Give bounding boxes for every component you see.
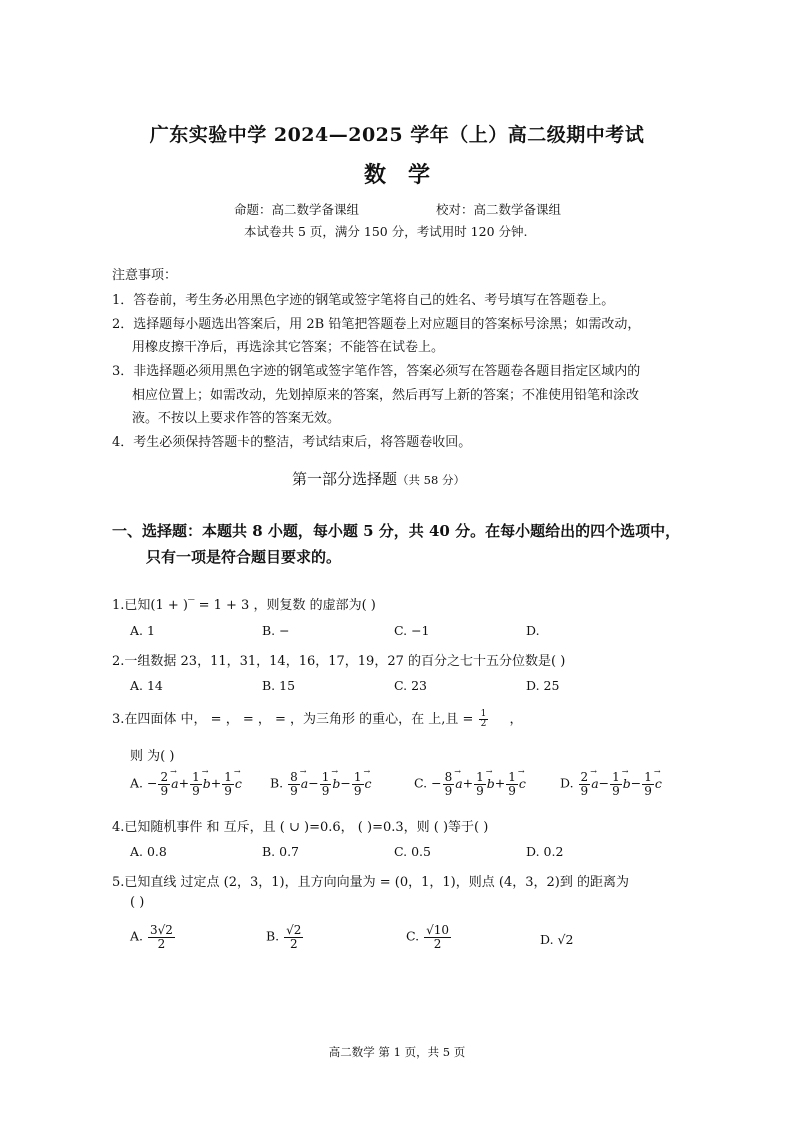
note-line: 3．非选择题必须用黑色字迹的钢笔或签字笔作答，答案必须写在答题卷各题目指定区域内的 [112, 364, 641, 379]
frac-numerator: 1 [480, 708, 487, 719]
q5-option-d [540, 932, 573, 947]
fraction [320, 771, 332, 797]
q2-option-a: A. 14 [130, 678, 163, 693]
frac-denominator: 9 [192, 783, 200, 798]
question-2: 2.一组数据 23，11，31，14，16，17，19，27 的百分之七十五分位数是( ) [112, 654, 566, 669]
vector-c: → c [655, 776, 662, 791]
sign: + [494, 775, 506, 791]
checker-line: 校对：高二数学备课组 [436, 202, 562, 217]
fraction [579, 771, 591, 797]
frac-denominator: 2 [289, 936, 298, 951]
option-label: D. [540, 932, 554, 947]
sign: − [308, 775, 319, 791]
option-label: C. [406, 928, 420, 944]
fraction [424, 924, 451, 950]
fraction [284, 924, 303, 950]
frac-denominator: 9 [353, 783, 362, 798]
frac-numerator: 1 [224, 770, 232, 784]
q3-option-d [560, 771, 662, 797]
note-line: 1．答卷前，考生务必用黑色字迹的钢笔或签字笔将自己的姓名、考号填写在答题卷上。 [112, 293, 615, 308]
exam-title: 广东实验中学 2024—2025 学年（上）高二级期中考试 [149, 124, 645, 146]
q1-option-c: C. −1 [394, 623, 430, 638]
sign: − [630, 775, 642, 791]
question-4: 4.已知随机事件 和 互斥，且 ( ∪ )=0.6， ( )=0.3，则 ( )等于( ) [112, 820, 489, 835]
vector-c: → c [519, 776, 526, 791]
frac-numerator: 8 [290, 770, 298, 784]
vector-c: → c [365, 776, 372, 791]
frac-numerator: √10 [426, 923, 449, 937]
section-instruction: 只有一项是符合题目要求的。 [146, 548, 342, 566]
frac-denominator: 9 [290, 783, 298, 798]
frac-numerator: 1 [612, 770, 620, 784]
q2-option-c: C. 23 [394, 678, 427, 693]
q2-option-b: B. 15 [262, 678, 296, 693]
section-instruction: 一、选择题：本题共 8 小题，每小题 5 分，共 40 分。在每小题给出的四个选项中， [112, 522, 681, 540]
option-value: √2 [557, 932, 574, 947]
q5-line2: ( ) [130, 895, 145, 910]
vector-c: → c [235, 776, 242, 791]
q5-option-a [130, 924, 176, 950]
fraction [158, 771, 170, 797]
frac-denominator: 9 [612, 783, 620, 798]
sign: + [462, 775, 474, 791]
sign: − [340, 775, 351, 791]
frac-numerator: 1 [321, 770, 330, 784]
question-1: 1.已知(1 + )‾ = 1 + 3 ，则复数 的虚部为( ) [112, 598, 376, 613]
vector-a: → a [455, 776, 462, 791]
sign: − [598, 775, 610, 791]
q1-option-b: B. − [262, 623, 290, 638]
fraction [506, 771, 518, 797]
sign: + [178, 775, 190, 791]
part-heading [292, 468, 465, 489]
note-line: 4．考生必须保持答题卡的整洁，考试结束后，将答题卷收回。 [112, 435, 472, 450]
frac-denominator: 9 [580, 783, 589, 798]
frac-numerator: 8 [444, 770, 453, 784]
fraction [474, 771, 486, 797]
question-5: 5.已知直线 过定点 (2，3，1)，且方向向量为 = (0，1，1)，则点 (4，3，2)到 的距离为 [112, 875, 629, 890]
q4-option-d: D. 0.2 [526, 844, 564, 859]
frac-numerator: 2 [160, 770, 169, 784]
frac-denominator: 9 [224, 783, 232, 798]
frac-denominator: 9 [508, 783, 516, 798]
sign: − [147, 775, 158, 791]
frac-denominator: 9 [444, 783, 453, 798]
note-line: 相应位置上；如需改动，先划掉原来的答案，然后再写上新的答案；不准使用铅笔和涂改 [132, 388, 640, 403]
vector-a: → a [301, 776, 308, 791]
q4-option-a: A. 0.8 [130, 844, 167, 859]
q4-option-c: C. 0.5 [394, 844, 431, 859]
frac-numerator: √2 [286, 923, 302, 937]
q5-option-c [406, 924, 452, 950]
option-label: A. [130, 775, 144, 791]
option-label: A. [130, 928, 144, 944]
fraction [610, 771, 622, 797]
notes-heading: 注意事项： [112, 268, 178, 283]
q2-option-d: D. 25 [526, 678, 560, 693]
vector-b: → b [487, 776, 495, 791]
frac-denominator: 9 [321, 783, 330, 798]
option-label: B. [266, 928, 280, 944]
question-3 [112, 708, 522, 729]
option-label: D. [560, 775, 574, 791]
frac-numerator: 1 [476, 770, 484, 784]
q5-option-b [266, 924, 304, 950]
subject-title: 数学 [363, 162, 452, 188]
vector-b: → b [203, 776, 211, 791]
frac-denominator: 9 [160, 783, 169, 798]
frac-numerator: 1 [644, 770, 652, 784]
q3-option-a [130, 771, 242, 797]
fraction [222, 771, 234, 797]
sign: − [431, 775, 442, 791]
q3-stem: 3.在四面体 中， = ， = ， = ，为三角形 的重心，在 上,且 = [112, 712, 474, 727]
q3-line2: 则 为( ) [130, 749, 175, 764]
vector-a: → a [591, 776, 598, 791]
q3-stem-end: ， [509, 712, 523, 727]
q3-option-b [270, 771, 372, 797]
q1-option-d: D. [526, 623, 540, 638]
vector-b: → b [332, 776, 340, 791]
fraction [352, 771, 364, 797]
vector-b: → b [623, 776, 631, 791]
fraction [288, 771, 300, 797]
q3-fraction [479, 710, 489, 730]
sign: + [210, 775, 222, 791]
part-title: 第一部分选择题 [292, 470, 398, 488]
note-line: 2．选择题每小题选出答案后，用 2B 铅笔把答题卷上对应题目的答案标号涂黑；如需改动， [112, 317, 641, 332]
part-score: （共 58 分） [397, 473, 465, 487]
frac-denominator: 9 [476, 783, 484, 798]
exam-info: 本试卷共 5 页，满分 150 分，考试用时 120 分钟. [244, 224, 528, 239]
note-line: 液。不按以上要求作答的答案无效。 [132, 411, 341, 426]
frac-numerator: 1 [508, 770, 516, 784]
option-label: B. [270, 775, 284, 791]
frac-denominator: 2 [157, 936, 166, 951]
frac-denominator: 2 [480, 719, 487, 729]
fraction [642, 771, 654, 797]
frac-numerator: 1 [353, 770, 362, 784]
setter-line: 命题：高二数学备课组 [234, 202, 360, 217]
frac-numerator: 2 [580, 770, 589, 784]
frac-numerator: 1 [192, 770, 200, 784]
fraction [190, 771, 202, 797]
fraction [148, 924, 175, 950]
frac-denominator: 9 [644, 783, 652, 798]
q3-option-c [414, 771, 526, 797]
frac-numerator: 3√2 [150, 923, 173, 937]
q1-option-a: A. 1 [130, 623, 155, 638]
vector-a: → a [171, 776, 178, 791]
note-line: 用橡皮擦干净后，再选涂其它答案；不能答在试卷上。 [132, 340, 445, 355]
fraction [443, 771, 455, 797]
frac-denominator: 2 [433, 936, 442, 951]
q4-option-b: B. 0.7 [262, 844, 300, 859]
page-footer: 高二数学 第 1 页，共 5 页 [328, 1045, 466, 1059]
option-label: C. [414, 775, 428, 791]
